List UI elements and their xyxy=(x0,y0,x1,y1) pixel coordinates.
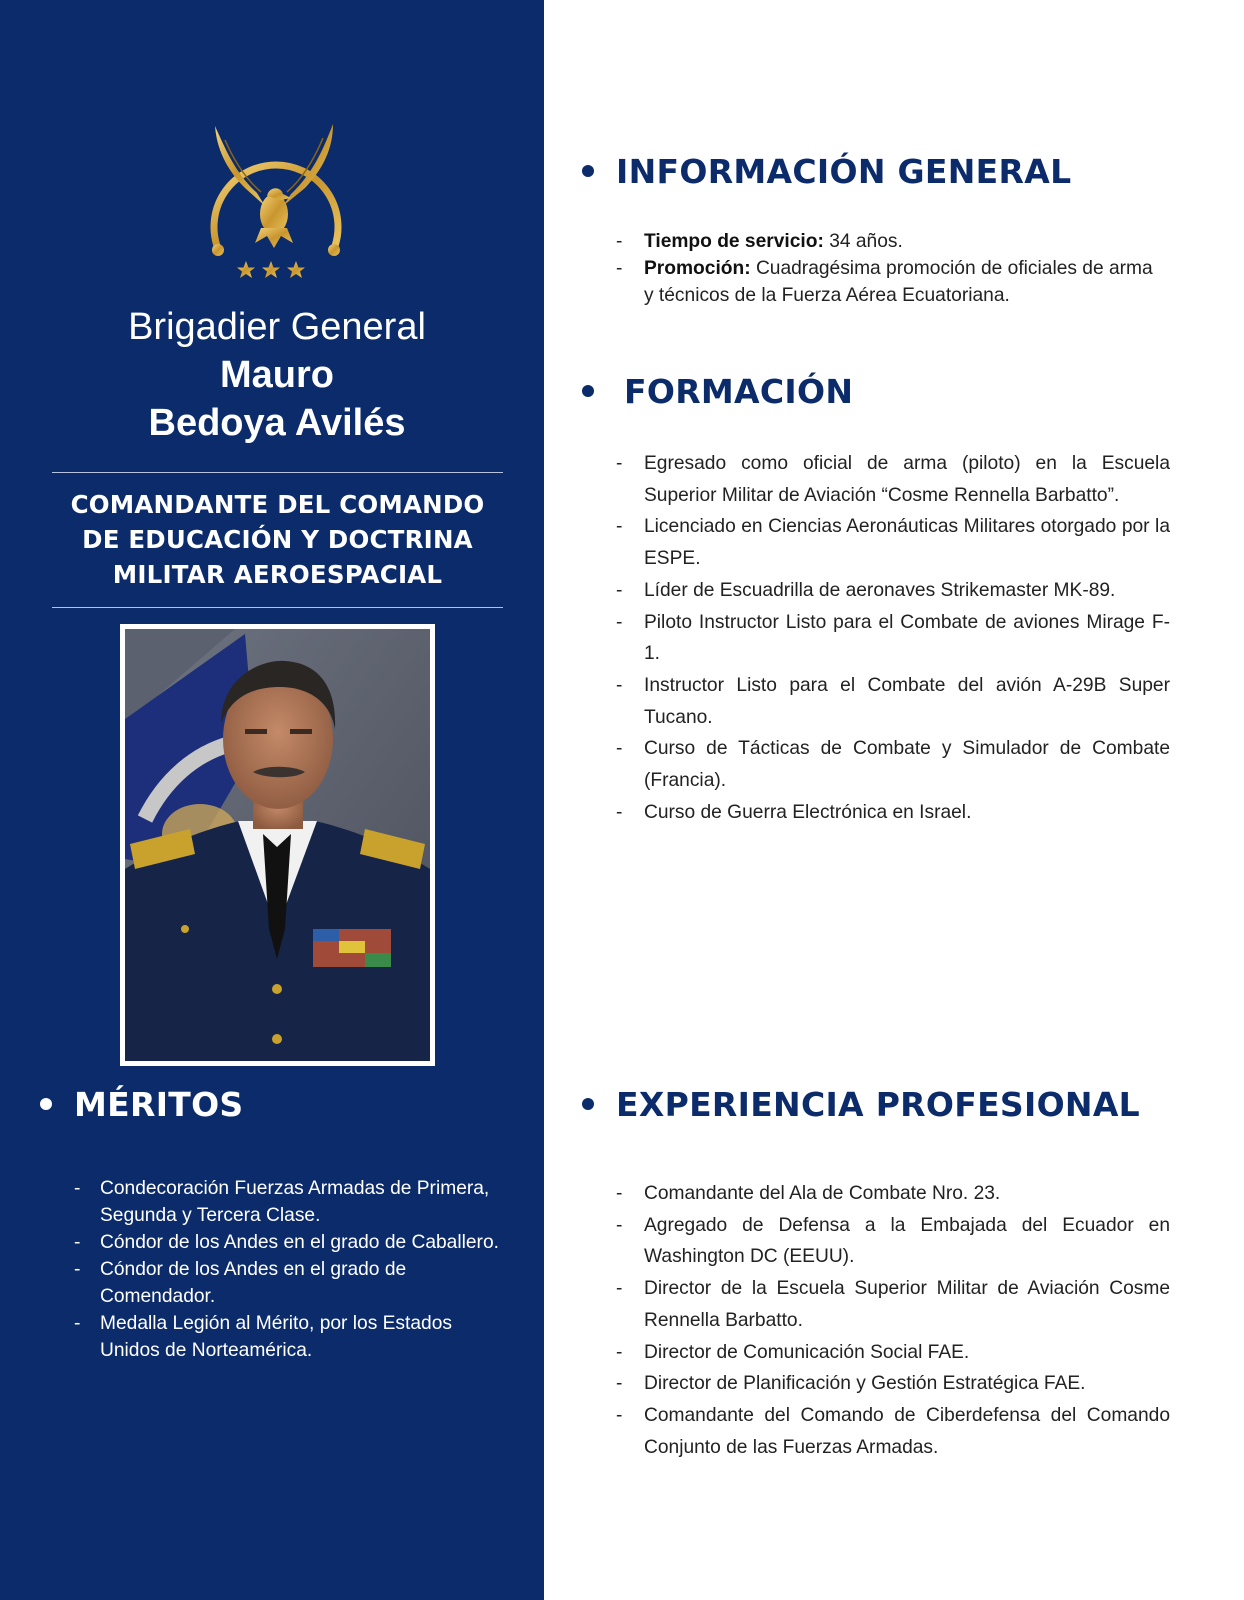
position-line: DE EDUCACIÓN Y DOCTRINA xyxy=(82,525,473,554)
list-item: - Líder de Escuadrilla de aeronaves Strikemaster MK-89. xyxy=(616,579,1116,601)
formation-heading-text: FORMACIÓN xyxy=(624,372,854,411)
list-item: - Promoción: Cuadragésima promoción de oficiales de arma y técnicos de la Fuerza Aérea Ecuatoriana. xyxy=(616,258,1153,306)
bullet-icon xyxy=(582,385,594,397)
formation-heading xyxy=(582,372,853,411)
first-name: Mauro xyxy=(220,354,334,396)
list-item: - Instructor Listo para el Combate del avión A-29B Super Tucano. xyxy=(616,674,1170,728)
eagle-emblem-icon xyxy=(195,118,355,288)
merits-list xyxy=(74,1175,504,1364)
experience-heading-text: EXPERIENCIA PROFESIONAL xyxy=(616,1085,1141,1124)
list-item: - Condecoración Fuerzas Armadas de Primera, Segunda y Tercera Clase. xyxy=(74,1178,490,1226)
bullet-icon xyxy=(582,1098,594,1110)
list-item: - Director de la Escuela Superior Militar de Aviación Cosme Rennella Barbatto. xyxy=(616,1278,1170,1331)
list-item: - Medalla Legión al Mérito, por los Estados Unidos de Norteamérica. xyxy=(74,1313,452,1361)
sidebar xyxy=(0,0,544,1600)
list-item: - Comandante del Ala de Combate Nro. 23. xyxy=(616,1183,1001,1204)
bullet-icon xyxy=(582,165,594,177)
list-item: - Director de Planificación y Gestión Estratégica FAE. xyxy=(616,1373,1086,1395)
list-item: - Director de Comunicación Social FAE. xyxy=(616,1341,970,1363)
portrait-frame xyxy=(120,624,435,1066)
list-item: - Licenciado en Ciencias Aeronáuticas Militares otorgado por la ESPE. xyxy=(616,516,1170,570)
merits-heading xyxy=(40,1085,244,1124)
divider-bottom xyxy=(52,607,503,608)
last-name: Bedoya Avilés xyxy=(148,402,406,444)
list-item: - Tiempo de servicio: 34 años. xyxy=(616,231,903,252)
list-item: - Cóndor de los Andes en el grado de Caballero. xyxy=(74,1232,499,1253)
portrait-photo xyxy=(125,629,430,1061)
star-icon xyxy=(237,261,305,278)
experience-list xyxy=(616,1178,1170,1463)
position-line: MILITAR AEROESPACIAL xyxy=(112,560,443,589)
formation-list xyxy=(616,448,1170,828)
list-item: - Curso de Guerra Electrónica en Israel. xyxy=(616,801,972,823)
bullet-icon xyxy=(40,1098,52,1110)
experience-heading xyxy=(582,1085,1140,1124)
divider-top xyxy=(52,472,503,473)
list-item: - Agregado de Defensa a la Embajada del Ecuador en Washington DC (EEUU). xyxy=(616,1214,1170,1268)
list-item: - Curso de Tácticas de Combate y Simulador de Combate (Francia). xyxy=(616,738,1170,792)
list-item: - Cóndor de los Andes en el grado de Comendador. xyxy=(74,1259,407,1307)
general-info-heading xyxy=(582,152,1071,191)
list-item: - Egresado como oficial de arma (piloto) en la Escuela Superior Militar de Aviación “Cosme Rennella Barbatto”. xyxy=(616,453,1170,506)
rank-title: Brigadier General xyxy=(128,306,426,348)
position-line: COMANDANTE DEL COMANDO xyxy=(70,490,485,519)
general-info-list xyxy=(616,228,1156,309)
list-item: - Comandante del Comando de Ciberdefensa del Comando Conjunto de las Fuerzas Armadas. xyxy=(616,1404,1170,1458)
list-item: - Piloto Instructor Listo para el Combate de aviones Mirage F-1. xyxy=(616,611,1170,665)
merits-heading-text: MÉRITOS xyxy=(74,1085,244,1124)
general-info-heading-text: INFORMACIÓN GENERAL xyxy=(616,152,1072,191)
